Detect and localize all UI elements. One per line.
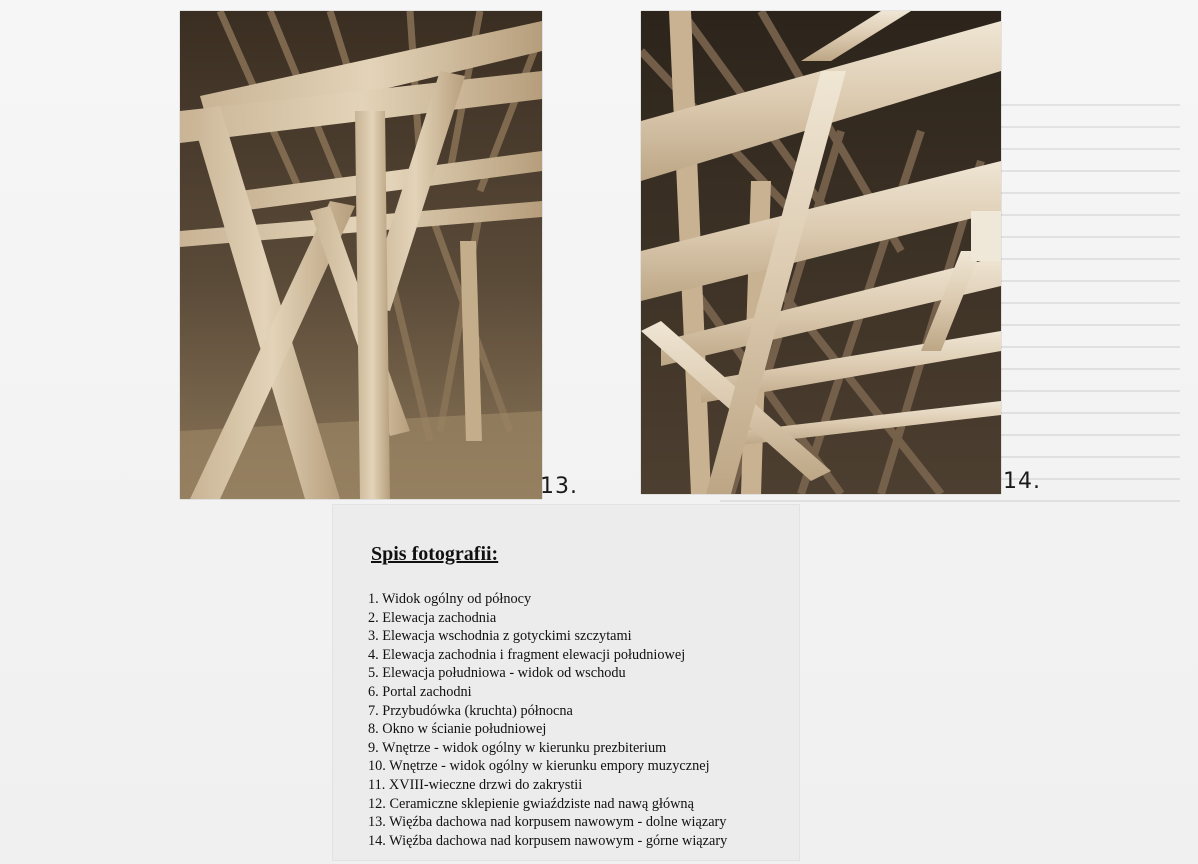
photo-roof-truss-upper (641, 11, 1001, 494)
photo-list-item: 10. Wnętrze - widok ogólny w kierunku empory muzycznej (368, 758, 710, 775)
photo-list-item: 7. Przybudówka (kruchta) północna (368, 702, 573, 719)
roof-truss-lower-image (180, 11, 542, 499)
photo-list-item: 12. Ceramiczne sklepienie gwiaździste nad nawą główną (368, 795, 694, 812)
photo-number-13: 13. (540, 474, 578, 499)
photo-list-item: 4. Elewacja zachodnia i fragment elewacji południowej (368, 646, 686, 663)
photo-list-item: 14. Więźba dachowa nad korpusem nawowym - górne wiązary (368, 832, 728, 849)
photo-list-item: 5. Elewacja południowa - widok od wschodu (368, 665, 626, 682)
photo-caption-panel (333, 505, 799, 860)
photo-list-item: 13. Więźba dachowa nad korpusem nawowym - dolne wiązary (368, 814, 727, 831)
caption-title: Spis fotografii: (371, 543, 499, 565)
photo-list-item: 2. Elewacja zachodnia (368, 609, 497, 626)
photo-list (368, 590, 727, 850)
photo-list-item: 3. Elewacja wschodnia z gotyckimi szczytami (368, 628, 632, 645)
photo-list-item: 6. Portal zachodni (368, 683, 472, 700)
photo-list-item: 9. Wnętrze - widok ogólny w kierunku prezbiterium (368, 739, 667, 756)
photo-list-item: 11. XVIII-wieczne drzwi do zakrystii (368, 776, 583, 793)
photo-list-item: 1. Widok ogólny od północy (368, 591, 532, 607)
photo-number-14: 14. (1003, 469, 1041, 494)
photo-list-item: 8. Okno w ścianie południowej (368, 721, 547, 738)
roof-truss-upper-image (641, 11, 1001, 494)
photo-roof-truss-lower (180, 11, 542, 499)
